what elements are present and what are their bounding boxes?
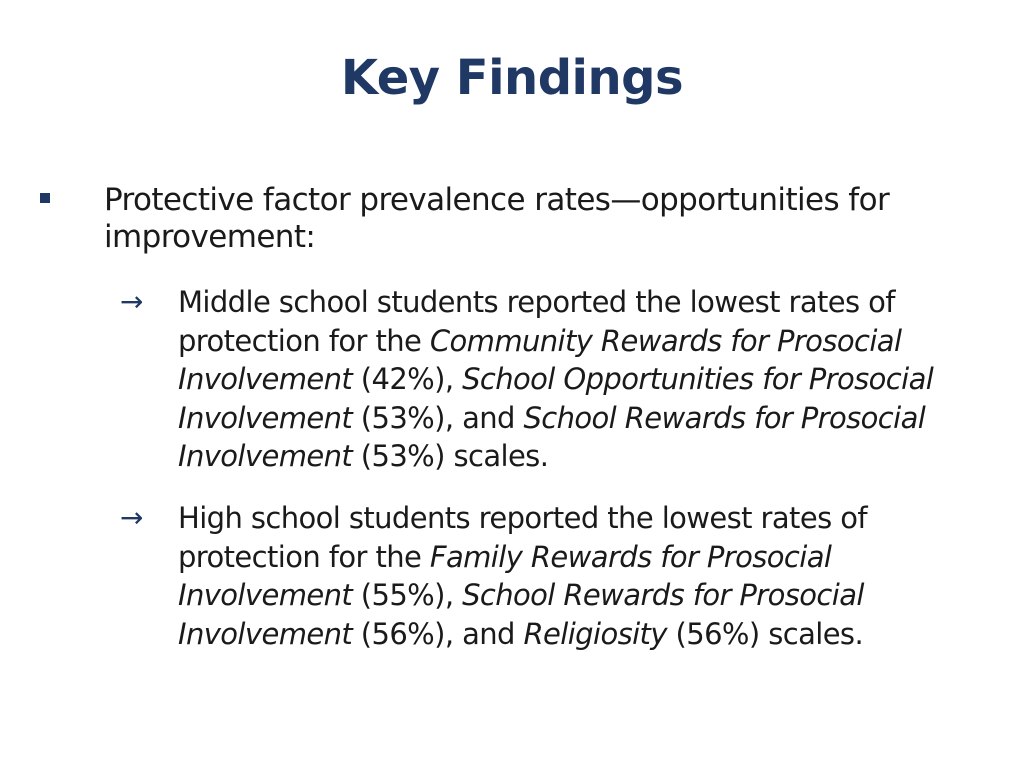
text-run: (56%) scales. [666, 616, 864, 651]
arrow-right-icon: → [120, 501, 144, 534]
text-run: (42%), [352, 362, 463, 396]
scale-name: Family Rewards for Prosocial Involvement [178, 539, 832, 612]
text-run: (55%), [352, 578, 463, 612]
text-run: Middle school students reported the lowest rates of protection for the [178, 285, 895, 358]
scale-name: Religiosity [523, 616, 667, 651]
text-run: (56%), and [352, 616, 524, 651]
scale-name: School Rewards for Prosocial Involvement [178, 400, 926, 473]
scale-name: Community Rewards for Prosocial Involvement [178, 323, 902, 396]
arrow-right-icon: → [120, 285, 144, 318]
slide-title: Key Findings [340, 50, 684, 106]
sub-bullet-text [178, 499, 1000, 653]
scale-name: School Opportunities for Prosocial Involvement [178, 362, 934, 435]
scale-name: School Rewards for Prosocial Involvement [178, 578, 864, 651]
text-run: (53%), and [352, 400, 524, 435]
text-run: (53%) scales. [352, 439, 549, 473]
text-run: High school students reported the lowest rates of protection for the [178, 501, 867, 574]
bullet-text: Protective factor prevalence rates—opportunities for improvement: [104, 182, 890, 255]
sub-bullet-text [178, 283, 1000, 476]
square-bullet-icon [40, 193, 50, 203]
